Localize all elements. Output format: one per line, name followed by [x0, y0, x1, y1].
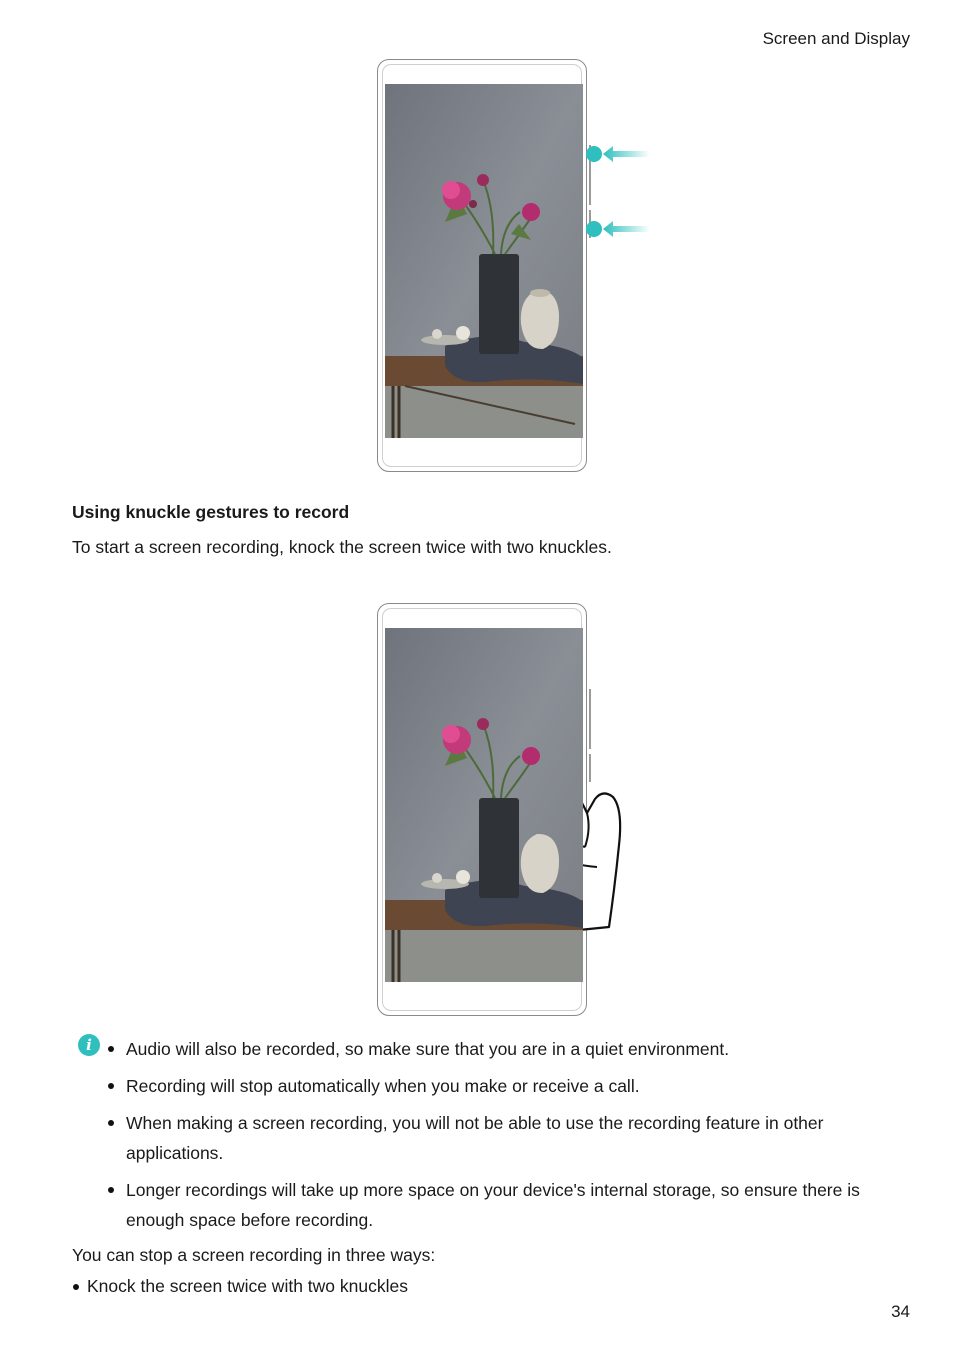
note-item: Recording will stop automatically when you make or receive a call.: [106, 1071, 906, 1101]
stop-method-item: Knock the screen twice with two knuckles: [72, 1276, 408, 1297]
arrow-left-icon: [603, 146, 650, 162]
note-item: Longer recordings will take up more space on your device's internal storage, so ensure there is enough space before recording.: [106, 1175, 906, 1235]
phone-screen-still-life: [385, 84, 583, 438]
page-header-section: Screen and Display: [762, 29, 910, 48]
page-number: 34: [891, 1302, 910, 1321]
note-item: When making a screen recording, you will not be able to use the recording feature in other applications.: [106, 1108, 906, 1168]
still-life-photo: [385, 84, 583, 438]
notes-list: [106, 1034, 906, 1242]
arrow-left-icon: [603, 221, 650, 237]
press-arrows: [583, 140, 653, 240]
section-heading: Using knuckle gestures to record: [72, 502, 350, 522]
stop-intro: You can stop a screen recording in three ways:: [72, 1245, 436, 1265]
info-icon: i: [78, 1034, 100, 1056]
phone-figure-knuckle-knock: [377, 603, 587, 1016]
press-dot-icon: [586, 146, 602, 162]
stop-methods-list: [72, 1276, 408, 1297]
volume-up-key: [589, 689, 591, 749]
phone-figure-volume-keys: [377, 59, 587, 472]
press-dot-icon: [586, 221, 602, 237]
note-item: Audio will also be recorded, so make sure that you are in a quiet environment.: [106, 1034, 906, 1064]
phone-screen-still-life: [385, 628, 583, 982]
still-life-photo: [385, 628, 583, 982]
section-intro: To start a screen recording, knock the screen twice with two knuckles.: [72, 537, 612, 557]
